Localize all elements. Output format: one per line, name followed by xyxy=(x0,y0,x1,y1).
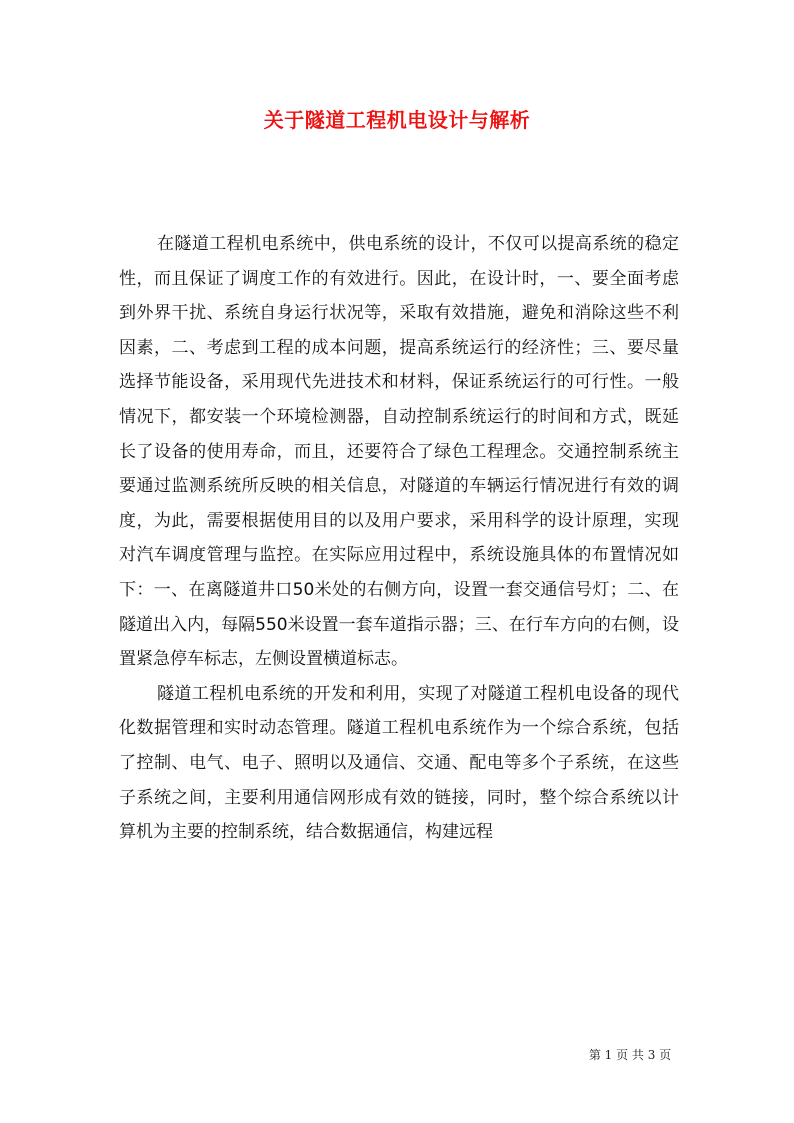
page-number: 第 1 页 共 3 页 xyxy=(588,1048,672,1062)
document-title: 关于隧道工程机电设计与解析 xyxy=(263,108,531,132)
paragraph-1: 在隧道工程机电系统中，供电系统的设计，不仅可以提高系统的稳定性，而且保证了调度工作的有效进行。因此，在设计时，一、要全面考虑到外界干扰、系统自身运行状况等，采取有效措施，避免和消除这些不利因素，二、考虑到工程的成本问题，提高系统运行的经济性；三、要尽量选择节能设备，采用现代先进技术和材料，保证系统运行的可行性。一般情况下，都安装一个环境检测器，自动控制系统运行的时间和方式，既延长了设备的使用寿命，而且，还要符合了绿色工程理念。交通控制系统主要通过监测系统所反映的相关信息，对隧道的车辆运行情况进行有效的调度，为此，需要根据使用目的以及用户要求，采用科学的设计原理，实现对汽车调度管理与监控。在实际应用过程中，系统设施具体的布置情况如下：一、在离隧道井口50米处的右侧方向，设置一套交通信号灯；二、在隧道出入内，每隔550米设置一套车道指示器；三、在行车方向的右侧，设置紧急停车标志，左侧设置横道标志。 xyxy=(119,234,679,670)
document-body xyxy=(119,227,679,850)
paragraph-2: 隧道工程机电系统的开发和利用，实现了对隧道工程机电设备的现代化数据管理和实时动态管理。隧道工程机电系统作为一个综合系统，包括了控制、电气、电子、照明以及通信、交通、配电等多个子系统，在这些子系统之间，主要利用通信网形成有效的链接，同时，整个综合系统以计算机为主要的控制系统，结合数据通信，构建远程 xyxy=(119,683,679,843)
